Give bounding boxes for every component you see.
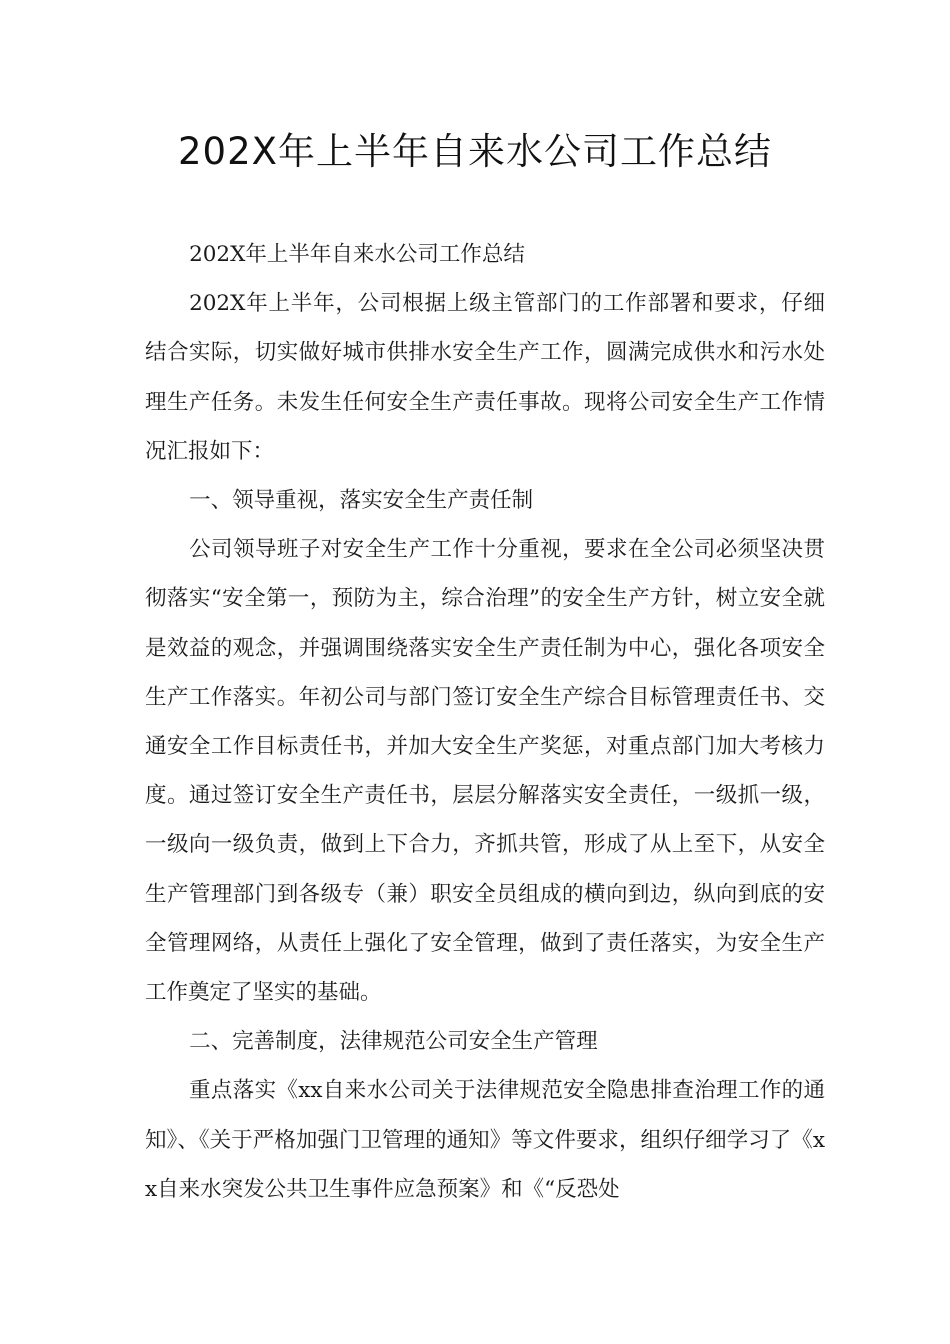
section-heading-2: 二、完善制度，法律规范公司安全生产管理 xyxy=(189,1029,598,1055)
document-body xyxy=(145,230,825,1214)
section-paragraph-1: 公司领导班子对安全生产工作十分重视，要求在全公司必须坚决贯彻落实“安全第一，预防为主，综合治理”的安全生产方针，树立安全就是效益的观念，并强调围绕落实安全生产责任制为中心，强化各项安全生产工作落实。年初公司与部门签订安全生产综合目标管理责任书、交通安全工作目标责任书，并加大安全生产奖惩，对重点部门加大考核力度。通过签订安全生产责任书，层层分解落实安全责任，一级抓一级，一级向一级负责，做到上下合力，齐抓共管，形成了从上至下，从安全生产管理部门到各级专（兼）职安全员组成的横向到边，纵向到底的安全管理网络，从责任上强化了安全管理，做到了责任落实，为安全生产工作奠定了坚实的基础。 xyxy=(145,537,825,1006)
body-subtitle: 202X年上半年自来水公司工作总结 xyxy=(189,242,525,267)
section-paragraph-2: 重点落实《xx自来水公司关于法律规范安全隐患排查治理工作的通知》、《关于严格加强门卫管理的通知》等文件要求，组织仔细学习了《xx自来水突发公共卫生事件应急预案》和《“反恐处 xyxy=(145,1078,825,1202)
document-title: 202X年上半年自来水公司工作总结 xyxy=(178,130,772,173)
section-heading-1: 一、领导重视，落实安全生产责任制 xyxy=(189,488,534,514)
intro-paragraph: 202X年上半年，公司根据上级主管部门的工作部署和要求，仔细结合实际，切实做好城市供排水安全生产工作，圆满完成供水和污水处理生产任务。未发生任何安全生产责任事故。现将公司安全生产工作情况汇报如下： xyxy=(145,291,825,464)
